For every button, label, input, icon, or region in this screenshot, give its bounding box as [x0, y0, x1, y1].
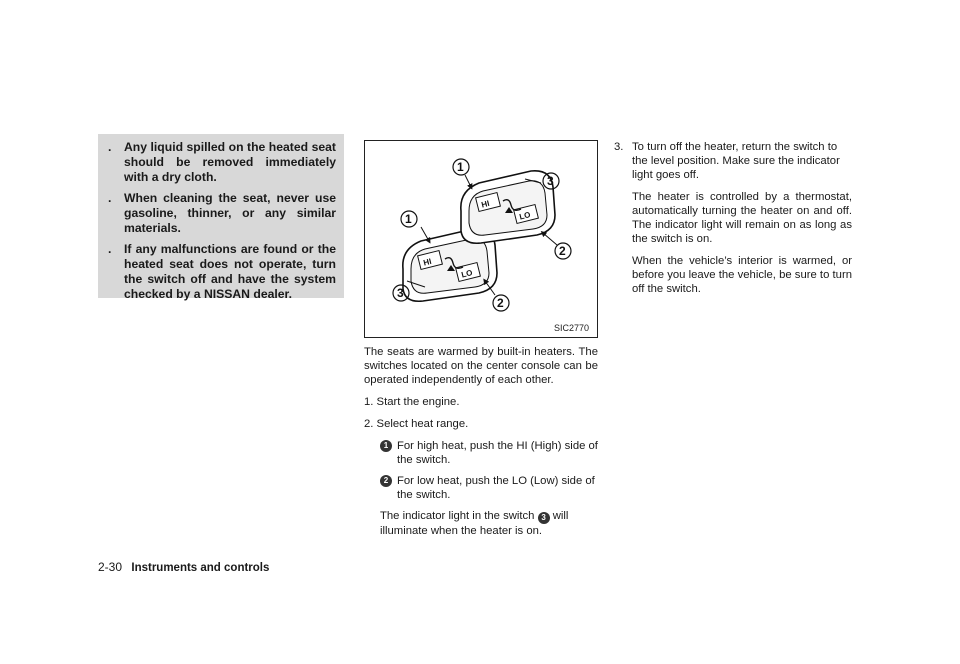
hi-label: HI — [422, 256, 433, 268]
caution-item: . Any liquid spilled on the heated seat should be removed immediately with a dry cloth. — [108, 140, 336, 184]
lo-label: LO — [518, 210, 532, 222]
step-3: 3. To turn off the heater, return the switch to the level position. Make sure the indicator light goes off. — [614, 141, 840, 181]
callout-3: 3 — [397, 286, 404, 300]
switch-diagram — [365, 141, 597, 337]
callout-2: 2 — [497, 296, 504, 310]
sub-step-hi: 1 For high heat, push the HI (High) side of the switch. — [380, 439, 598, 467]
instructions-column — [364, 345, 598, 546]
caution-item: . When cleaning the seat, never use gasoline, thinner, or any similar materials. — [108, 191, 336, 235]
callout-3: 3 — [547, 174, 554, 188]
figure-code: SIC2770 — [553, 323, 589, 333]
hi-label: HI — [480, 198, 491, 210]
step-2: 2. Select heat range. — [364, 418, 469, 430]
indicator-paragraph: The indicator light in the switch 3 will illuminate when the heater is on. — [380, 510, 569, 537]
turn-off-column — [614, 140, 852, 304]
step-1: 1. Start the engine. — [364, 396, 460, 408]
heated-seat-switch-illustration — [364, 140, 598, 338]
caution-item: . If any malfunctions are found or the heated seat does not operate, turn the switch off and have the system checked by a NISSAN dealer. — [108, 242, 336, 301]
callout-2: 2 — [559, 244, 566, 258]
section-title: Instruments and controls — [131, 562, 270, 574]
intro-paragraph: The seats are warmed by built-in heaters. The switches located on the center console can be operated independently of each other. — [364, 346, 598, 386]
sub-step-lo: 2 For low heat, push the LO (Low) side of the switch. — [380, 474, 598, 502]
page-number: 2-30 — [98, 560, 123, 574]
callout-1-icon: 1 — [380, 440, 392, 452]
callout-1: 1 — [405, 212, 412, 226]
page-footer — [98, 560, 269, 574]
thermostat-paragraph: The heater is controlled by a thermostat, automatically turning the heater on and off. The indicator light will remain on as long as the switch is on. — [632, 191, 852, 245]
callout-2-icon: 2 — [380, 475, 392, 487]
callout-1: 1 — [457, 160, 464, 174]
callout-3-icon: 3 — [538, 512, 550, 524]
lo-label: LO — [460, 268, 474, 280]
switch-right — [461, 171, 555, 243]
turn-off-reminder: When the vehicle’s interior is warmed, or before you leave the vehicle, be sure to turn off the switch. — [632, 255, 852, 295]
caution-box — [98, 134, 344, 301]
